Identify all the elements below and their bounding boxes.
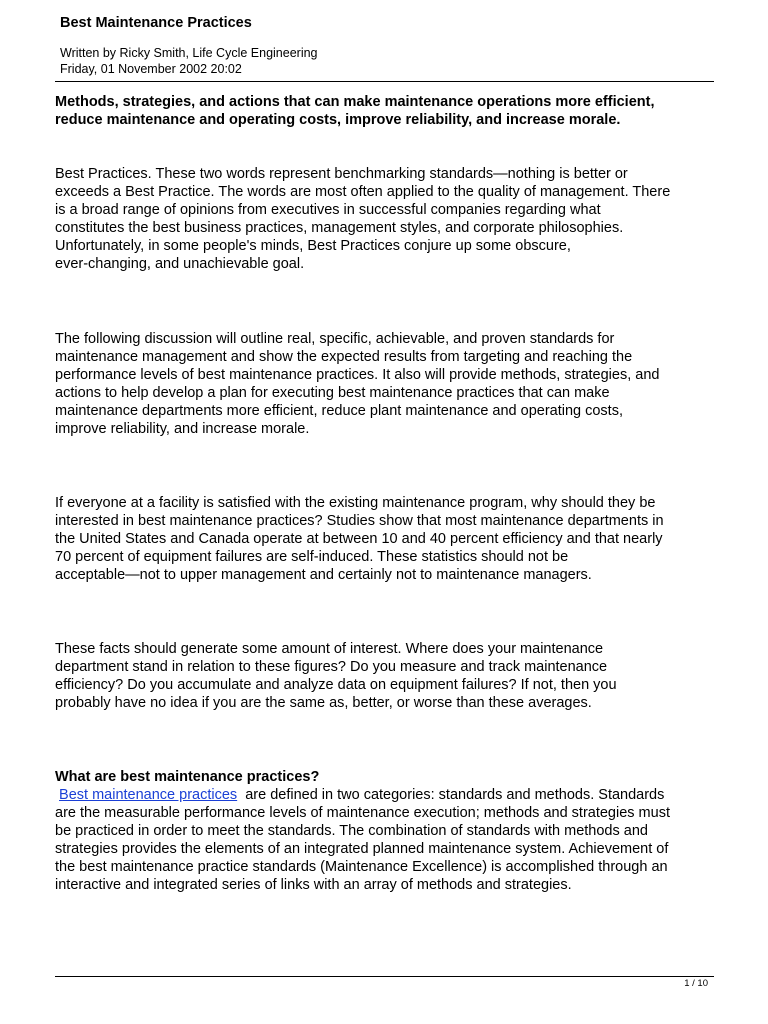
paragraph-line: acceptable—not to upper management and certainly not to maintenance managers. [55,567,592,583]
paragraph-line: are the measurable performance levels of maintenance execution; methods and strategies must [55,805,670,821]
paragraph-line: efficiency? Do you accumulate and analyze data on equipment failures? If not, then you [55,677,617,693]
byline: Written by Ricky Smith, Life Cycle Engineering [60,46,318,60]
paragraph-line: 70 percent of equipment failures are self-induced. These statistics should not be [55,549,569,565]
paragraph-line: The following discussion will outline real, specific, achievable, and proven standards for [55,331,615,347]
section-first-line-text: are defined in two categories: standards and methods. Standards [245,787,665,803]
paragraph-line: the United States and Canada operate at between 10 and 40 percent efficiency and that nearly [55,531,663,547]
paragraph-line: maintenance management and show the expected results from targeting and reaching the [55,349,633,365]
paragraph-2 [55,330,715,438]
paragraph-line: actions to help develop a plan for executing best maintenance practices that can make [55,385,610,401]
paragraph-line: ever-changing, and unachievable goal. [55,256,305,272]
paragraph-line: Unfortunately, in some people's minds, Best Practices conjure up some obscure, [55,238,571,254]
paragraph-line: constitutes the best business practices, management styles, and corporate philosophies. [55,220,624,236]
article-meta [60,45,318,77]
best-maintenance-practices-link[interactable]: Best maintenance practices [59,787,238,803]
paragraph-line: strategies provides the elements of an integrated planned maintenance system. Achievement of [55,841,669,857]
section-best-practices [55,768,715,894]
paragraph-line: be practiced in order to meet the standards. The combination of standards with methods and [55,823,648,839]
paragraph-line: interactive and integrated series of links with an array of methods and strategies. [55,877,572,893]
paragraph-line: If everyone at a facility is satisfied with the existing maintenance program, why should they be [55,495,656,511]
section-first-line [55,786,715,804]
paragraph-3 [55,494,715,584]
paragraph-line: probably have no idea if you are the same as, better, or worse than these averages. [55,695,592,711]
paragraph-4 [55,640,715,712]
paragraph-line: the best maintenance practice standards (Maintenance Excellence) is accomplished through an [55,859,668,875]
lead-summary [55,93,715,129]
lead-line: Methods, strategies, and actions that can make maintenance operations more efficient, [55,94,655,110]
page-number: 1 / 10 [684,978,708,989]
paragraph-line: maintenance departments more efficient, reduce plant maintenance and operating costs, [55,403,623,419]
paragraph-line: Best Practices. These two words represent benchmarking standards—nothing is better or [55,166,628,182]
paragraph-line: is a broad range of opinions from executives in successful companies regarding what [55,202,601,218]
publish-date: Friday, 01 November 2002 20:02 [60,62,242,76]
footer-divider [55,976,714,977]
lead-line: reduce maintenance and operating costs, improve reliability, and increase morale. [55,112,621,128]
paragraph-line: exceeds a Best Practice. The words are most often applied to the quality of management. There [55,184,671,200]
document-title: Best Maintenance Practices [60,15,252,31]
header-divider [55,81,714,82]
paragraph-line: These facts should generate some amount of interest. Where does your maintenance [55,641,604,657]
paragraph-line: department stand in relation to these figures? Do you measure and track maintenance [55,659,608,675]
section-heading: What are best maintenance practices? [55,769,320,785]
paragraph-line: performance levels of best maintenance practices. It also will provide methods, strategies, and [55,367,660,383]
paragraph-line: interested in best maintenance practices? Studies show that most maintenance departments in [55,513,664,529]
paragraph-1 [55,165,715,273]
paragraph-line: improve reliability, and increase morale. [55,421,310,437]
